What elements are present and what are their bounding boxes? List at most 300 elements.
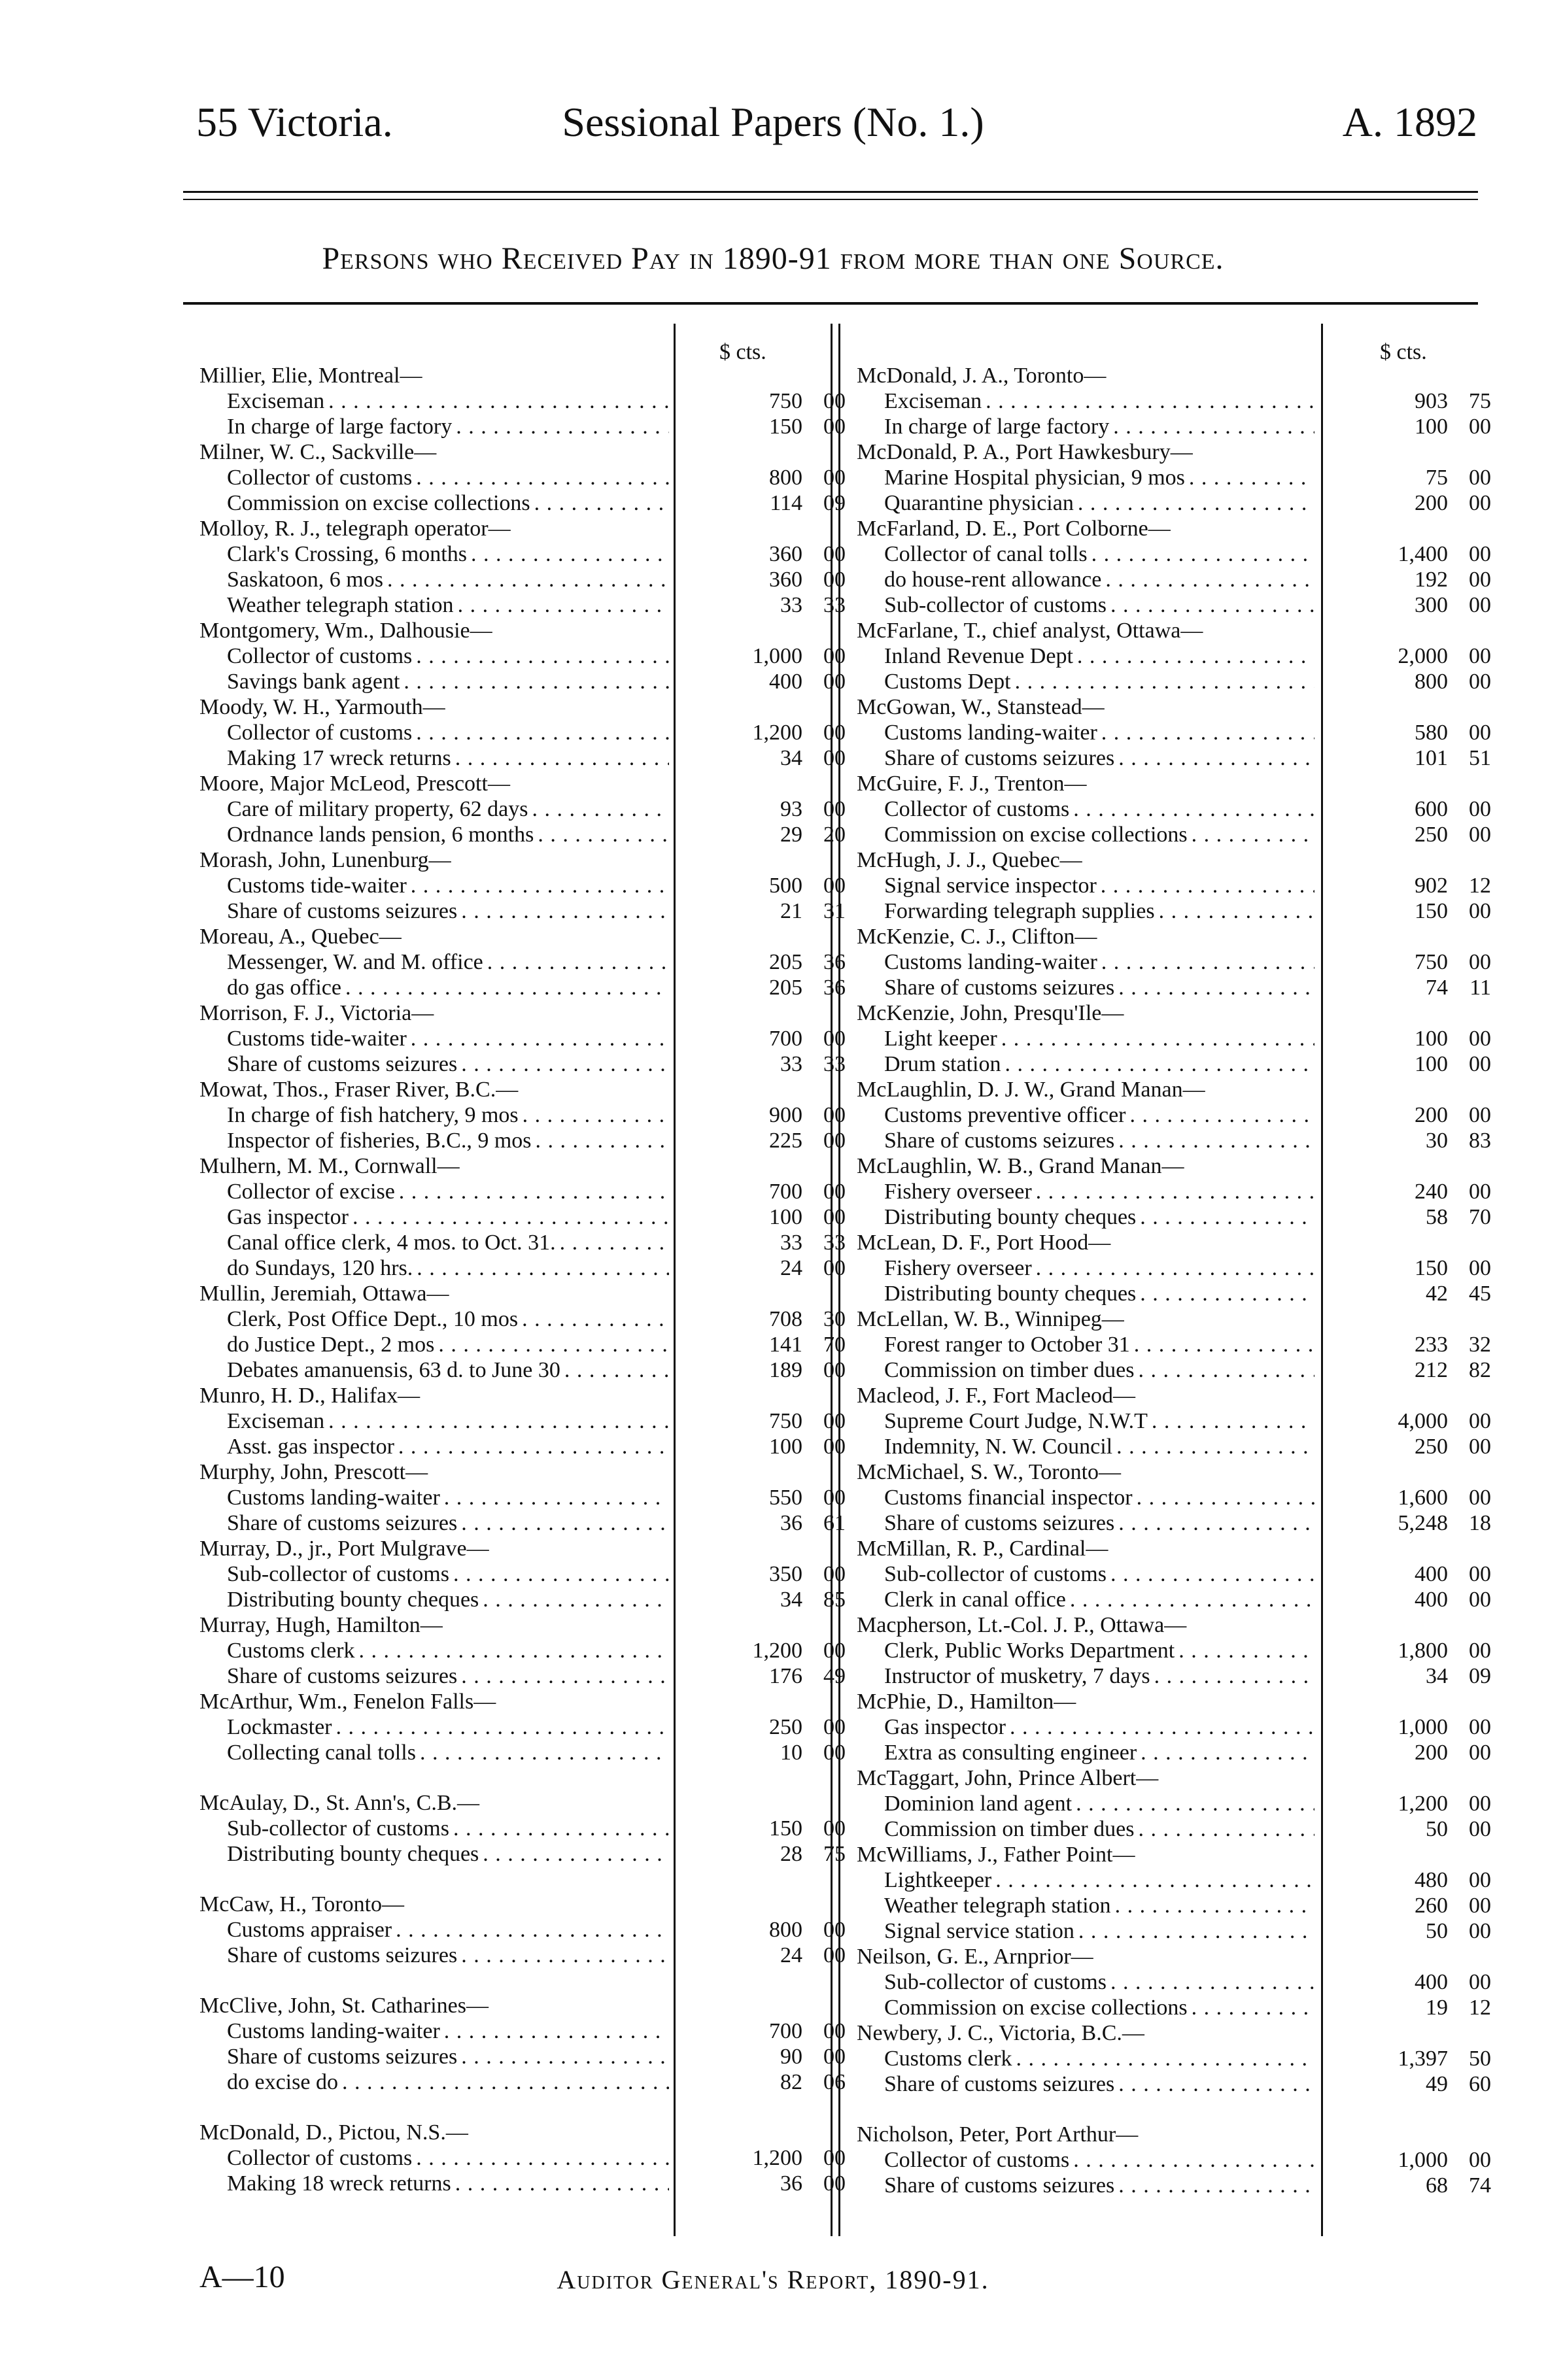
payment-item <box>199 745 669 771</box>
amount-cents: 00 <box>823 2045 846 2069</box>
payment-item <box>857 1102 1314 1128</box>
payment-amount <box>708 414 846 439</box>
payment-item <box>199 2171 669 2196</box>
payee-entry <box>199 1892 846 1968</box>
payment-amount <box>708 1230 846 1255</box>
amount-cents: 00 <box>1469 1817 1491 1841</box>
amount-cents: 00 <box>1469 466 1491 490</box>
payment-item <box>857 745 1314 771</box>
payee-entry <box>857 1765 1491 1842</box>
amount-dollars: 800 <box>769 466 802 490</box>
payment-description: Clerk, Post Office Dept., 10 mos <box>227 1307 519 1331</box>
payment-row <box>199 388 846 414</box>
payment-amount <box>708 1663 846 1689</box>
payment-description: Customs landing-waiter <box>884 950 1097 974</box>
amount-cents: 00 <box>1469 1792 1491 1816</box>
payment-description: Drum station <box>884 1052 1001 1076</box>
payment-amount <box>708 822 846 847</box>
amount-dollars: 150 <box>1415 899 1448 923</box>
leader-dots <box>1078 490 1314 516</box>
header-year: A. 1892 <box>1342 99 1477 145</box>
payee-entry <box>199 618 846 694</box>
payment-description: do gas office <box>227 976 341 1000</box>
amount-cents: 00 <box>823 1103 846 1127</box>
payment-item <box>199 1357 669 1383</box>
payment-description: Fishery overseer <box>884 1256 1032 1280</box>
right-column <box>857 363 1491 2198</box>
payment-amount <box>1354 1867 1491 1893</box>
payment-amount <box>1354 720 1491 745</box>
payment-row <box>199 1230 846 1255</box>
leader-dots <box>417 1255 669 1281</box>
leader-dots <box>461 1663 669 1689</box>
payment-item <box>199 1408 669 1434</box>
leader-dots <box>1118 1128 1314 1153</box>
amount-dollars: 700 <box>769 2019 802 2043</box>
payment-amount <box>708 1026 846 1051</box>
payment-description: Collector of excise <box>227 1180 395 1204</box>
amount-cents: 85 <box>823 1588 846 1612</box>
payment-description: Distributing bounty cheques <box>884 1282 1137 1306</box>
amount-dollars: 350 <box>769 1562 802 1586</box>
payment-row <box>857 822 1491 847</box>
leader-dots <box>1101 873 1314 898</box>
amount-cents: 00 <box>823 389 846 413</box>
payment-amount <box>1354 1638 1491 1663</box>
payment-amount <box>708 898 846 924</box>
amount-cents: 18 <box>1469 1511 1491 1535</box>
payment-item <box>857 669 1314 694</box>
payment-item <box>199 592 669 618</box>
leader-dots <box>1110 1561 1314 1587</box>
leader-dots <box>1118 2071 1314 2097</box>
payment-description: Distributing bounty cheques <box>884 1205 1137 1229</box>
amount-dollars: 21 <box>780 899 802 923</box>
amount-dollars: 700 <box>769 1180 802 1204</box>
amount-dollars: 250 <box>769 1715 802 1739</box>
payee-entry <box>857 2122 1491 2198</box>
payment-description: Commission on excise collections <box>884 1996 1188 2020</box>
payment-item <box>857 1714 1314 1740</box>
payment-row <box>857 1995 1491 2020</box>
payment-row <box>857 949 1491 975</box>
payment-row <box>199 822 846 847</box>
payment-description: Clerk in canal office <box>884 1588 1066 1612</box>
leader-dots <box>522 1306 669 1332</box>
payee-name: McCaw, H., Toronto— <box>199 1892 405 1916</box>
amount-cents: 00 <box>823 874 846 898</box>
amount-dollars: 480 <box>1415 1868 1448 1892</box>
amount-dollars: 1,200 <box>752 2146 802 2170</box>
entry-gap <box>199 1765 669 1790</box>
amount-cents: 00 <box>823 1918 846 1942</box>
amount-cents: 00 <box>1469 1052 1491 1076</box>
payee-entry <box>857 516 1491 618</box>
payment-amount <box>708 1841 846 1867</box>
payment-amount <box>1354 1102 1491 1128</box>
amount-dollars: 800 <box>769 1918 802 1942</box>
payment-amount <box>708 1561 846 1587</box>
amount-cents: 00 <box>1469 1409 1491 1433</box>
payment-row <box>199 1943 846 1968</box>
amount-dollars: 34 <box>780 1588 802 1612</box>
leader-dots <box>1005 1051 1314 1077</box>
payment-description: Share of customs seizures <box>227 1664 458 1688</box>
payment-amount <box>1354 1204 1491 1230</box>
payment-amount <box>1354 1969 1491 1995</box>
amount-cents: 00 <box>1469 1435 1491 1459</box>
payment-description: Share of customs seizures <box>227 899 458 923</box>
payment-item <box>199 541 669 567</box>
amount-cents: 00 <box>1469 568 1491 592</box>
amount-cents: 00 <box>823 1409 846 1433</box>
payment-amount <box>708 2018 846 2044</box>
amount-cents: 00 <box>823 1027 846 1051</box>
amount-dollars: 233 <box>1415 1333 1448 1357</box>
payment-amount <box>708 1204 846 1230</box>
payment-description: Canal office clerk, 4 mos. to Oct. 31. <box>227 1231 556 1255</box>
payment-amount <box>708 796 846 822</box>
payment-description: Collector of customs <box>884 2148 1070 2172</box>
payee-entry <box>857 924 1491 1000</box>
amount-dollars: 33 <box>780 593 802 617</box>
payment-item <box>199 1561 669 1587</box>
leader-dots <box>995 1867 1314 1893</box>
payment-row <box>857 1867 1491 1893</box>
payment-amount <box>1354 898 1491 924</box>
leader-dots <box>453 1816 669 1841</box>
payee-name: Munro, H. D., Halifax— <box>199 1384 421 1408</box>
payment-item <box>857 873 1314 898</box>
payee-name: McHugh, J. J., Quebec— <box>857 848 1082 872</box>
amount-cents: 32 <box>1469 1333 1491 1357</box>
payment-item <box>857 1357 1314 1383</box>
payment-description: Ordnance lands pension, 6 months <box>227 823 534 847</box>
leader-dots <box>1113 414 1314 439</box>
payment-item <box>857 1740 1314 1765</box>
payment-row <box>857 1740 1491 1765</box>
payment-item <box>857 1179 1314 1204</box>
amount-dollars: 250 <box>1415 1435 1448 1459</box>
payment-amount <box>1354 975 1491 1000</box>
leader-dots <box>560 1230 669 1255</box>
payee-name: McFarland, D. E., Port Colborne— <box>857 517 1171 541</box>
payment-amount <box>1354 1740 1491 1765</box>
payment-row <box>857 1893 1491 1918</box>
amount-cents: 00 <box>1469 2148 1491 2172</box>
payment-amount <box>708 720 846 745</box>
header-rule-top <box>183 191 1478 193</box>
payment-row <box>857 1204 1491 1230</box>
payment-item <box>199 567 669 592</box>
payment-amount <box>1354 1128 1491 1153</box>
leader-dots <box>416 465 669 490</box>
payment-amount <box>1354 643 1491 669</box>
payment-description: Supreme Court Judge, N.W.T <box>884 1409 1148 1433</box>
amount-dollars: 141 <box>769 1333 802 1357</box>
payment-row <box>199 669 846 694</box>
leader-dots <box>1192 822 1314 847</box>
leader-dots <box>416 2145 669 2171</box>
title-rule <box>183 302 1478 305</box>
amount-dollars: 550 <box>769 1486 802 1510</box>
payment-amount <box>1354 388 1491 414</box>
payment-row <box>857 388 1491 414</box>
payment-item <box>857 1332 1314 1357</box>
amount-dollars: 192 <box>1415 568 1448 592</box>
payment-row <box>857 592 1491 618</box>
leader-dots <box>328 388 669 414</box>
leader-dots <box>416 643 669 669</box>
payment-amount <box>708 1485 846 1510</box>
payment-description: Share of customs seizures <box>884 1511 1115 1535</box>
payment-description: Collector of customs <box>227 721 413 745</box>
leader-dots <box>444 2018 669 2044</box>
payment-row <box>199 2018 846 2044</box>
payment-row <box>199 1841 846 1867</box>
amount-cents: 31 <box>823 899 846 923</box>
amount-cents: 00 <box>1469 1180 1491 1204</box>
payment-description: Extra as consulting engineer <box>884 1741 1137 1765</box>
amount-cents: 00 <box>823 797 846 821</box>
payment-row <box>199 1434 846 1459</box>
payment-description: Sub-collector of customs <box>227 1816 449 1841</box>
amount-dollars: 240 <box>1415 1180 1448 1204</box>
payment-item <box>857 2147 1314 2173</box>
payment-item <box>199 1917 669 1943</box>
leader-dots <box>483 1587 669 1612</box>
payee-entry <box>199 1077 846 1153</box>
payment-amount <box>1354 2071 1491 2097</box>
payment-amount <box>1354 567 1491 592</box>
payment-item <box>857 1408 1314 1434</box>
amount-header-right: $ cts. <box>1380 340 1427 364</box>
amount-dollars: 24 <box>780 1943 802 1967</box>
payee-entry <box>857 1944 1491 2020</box>
payment-item <box>199 1943 669 1968</box>
amount-dollars: 36 <box>780 2171 802 2196</box>
header-sessional-papers: Sessional Papers (No. 1.) <box>562 99 984 145</box>
payment-row <box>199 1357 846 1383</box>
amount-dollars: 360 <box>769 568 802 592</box>
payment-row <box>857 1663 1491 1689</box>
payment-description: Customs Dept <box>884 670 1011 694</box>
payment-row <box>857 1969 1491 1995</box>
amount-dollars: 200 <box>1415 1103 1448 1127</box>
payment-row <box>199 949 846 975</box>
payment-amount <box>708 1179 846 1204</box>
payment-item <box>199 796 669 822</box>
payee-entry <box>857 771 1491 847</box>
amount-cents: 00 <box>823 1358 846 1382</box>
payee-entry <box>199 1993 846 2095</box>
payee-name: McMillan, R. P., Cardinal— <box>857 1537 1108 1561</box>
payee-name: McLaughlin, W. B., Grand Manan— <box>857 1154 1184 1178</box>
payee-entry <box>857 1153 1491 1230</box>
amount-dollars: 902 <box>1415 874 1448 898</box>
amount-dollars: 19 <box>1426 1996 1448 2020</box>
payment-amount <box>1354 1561 1491 1587</box>
entry-gap <box>199 2095 669 2120</box>
leader-dots <box>358 1638 669 1663</box>
payment-row <box>199 1740 846 1765</box>
payment-amount <box>1354 2147 1491 2173</box>
entry-gap <box>199 1968 669 1993</box>
payment-row <box>199 2069 846 2095</box>
payment-item <box>199 2069 669 2095</box>
leader-dots <box>444 1485 669 1510</box>
payee-entry <box>857 363 1491 439</box>
payment-item <box>199 643 669 669</box>
amount-dollars: 200 <box>1415 491 1448 515</box>
payment-amount <box>708 975 846 1000</box>
payment-row <box>857 541 1491 567</box>
payment-description: Commission on timber dues <box>884 1817 1135 1841</box>
payment-row <box>199 592 846 618</box>
amount-dollars: 100 <box>1415 1027 1448 1051</box>
amount-dollars: 400 <box>1415 1970 1448 1994</box>
amount-dollars: 900 <box>769 1103 802 1127</box>
amount-dollars: 700 <box>769 1027 802 1051</box>
amount-cents: 00 <box>823 1943 846 1967</box>
amount-cents: 00 <box>1469 1715 1491 1739</box>
amount-dollars: 300 <box>1415 593 1448 617</box>
payment-amount <box>1354 465 1491 490</box>
left-column <box>199 363 846 2196</box>
payment-amount <box>1354 822 1491 847</box>
payment-amount <box>1354 1918 1491 1944</box>
column-divider-right-amount <box>1321 324 1323 2236</box>
payment-description: Sub-collector of customs <box>884 1562 1107 1586</box>
amount-cents: 00 <box>1469 1970 1491 1994</box>
payment-description: Instructor of musketry, 7 days <box>884 1664 1150 1688</box>
payment-amount <box>1354 1663 1491 1689</box>
payment-row <box>857 1281 1491 1306</box>
leader-dots <box>534 490 669 516</box>
amount-cents: 00 <box>823 1129 846 1153</box>
payee-entry <box>857 1077 1491 1153</box>
payment-description: Customs tide-waiter <box>227 1027 407 1051</box>
payee-name: McPhie, D., Hamilton— <box>857 1690 1076 1714</box>
leader-dots <box>399 1179 669 1204</box>
leader-dots <box>1140 1281 1314 1306</box>
payment-item <box>857 1204 1314 1230</box>
payment-row <box>857 567 1491 592</box>
payment-item <box>857 2173 1314 2198</box>
leader-dots <box>1192 1995 1314 2020</box>
payment-description: Signal service inspector <box>884 874 1097 898</box>
leader-dots <box>456 414 669 439</box>
payment-amount <box>708 1408 846 1434</box>
leader-dots <box>1118 745 1314 771</box>
amount-cents: 11 <box>1469 976 1491 1000</box>
payment-item <box>199 1128 669 1153</box>
payment-description: Saskatoon, 6 mos <box>227 568 383 592</box>
payment-description: Distributing bounty cheques <box>227 1842 479 1866</box>
amount-cents: 00 <box>1469 415 1491 439</box>
payment-row <box>199 873 846 898</box>
amount-cents: 00 <box>823 670 846 694</box>
payment-row <box>199 745 846 771</box>
payment-item <box>857 1638 1314 1663</box>
amount-dollars: 580 <box>1415 721 1448 745</box>
payee-entry <box>857 618 1491 694</box>
amount-dollars: 400 <box>1415 1562 1448 1586</box>
amount-cents: 60 <box>1469 2072 1491 2096</box>
payment-amount <box>708 1102 846 1128</box>
payment-row <box>857 1102 1491 1128</box>
payee-entry <box>857 2020 1491 2097</box>
payment-description: In charge of large factory <box>227 415 453 439</box>
payment-row <box>857 1179 1491 1204</box>
amount-dollars: 42 <box>1426 1282 1448 1306</box>
amount-cents: 00 <box>1469 1919 1491 1943</box>
leader-dots <box>438 1332 669 1357</box>
payee-entry <box>199 771 846 847</box>
amount-dollars: 68 <box>1426 2173 1448 2198</box>
payment-item <box>199 1204 669 1230</box>
leader-dots <box>1116 1434 1314 1459</box>
payment-amount <box>708 669 846 694</box>
payment-row <box>857 873 1491 898</box>
payee-name: Moore, Major McLeod, Prescott— <box>199 772 510 796</box>
amount-cents: 00 <box>823 1256 846 1280</box>
leader-dots <box>1010 1714 1314 1740</box>
payee-entry <box>857 439 1491 516</box>
amount-dollars: 200 <box>1415 1741 1448 1765</box>
payment-row <box>199 1816 846 1841</box>
leader-dots <box>1015 669 1314 694</box>
payment-item <box>199 1587 669 1612</box>
payment-row <box>199 898 846 924</box>
payee-entry <box>857 1230 1491 1306</box>
payment-row <box>199 720 846 745</box>
leader-dots <box>483 1841 669 1867</box>
leader-dots <box>411 873 669 898</box>
payment-item <box>199 414 669 439</box>
payment-amount <box>708 745 846 771</box>
amount-dollars: 100 <box>769 1205 802 1229</box>
payment-amount <box>1354 1357 1491 1383</box>
leader-dots <box>1036 1255 1314 1281</box>
payment-amount <box>1354 490 1491 516</box>
payment-description: Gas inspector <box>884 1715 1006 1739</box>
payee-entry <box>199 2120 846 2196</box>
payment-item <box>857 975 1314 1000</box>
payment-row <box>857 465 1491 490</box>
payment-description: Customs clerk <box>884 2047 1012 2071</box>
payment-row <box>857 643 1491 669</box>
payee-entry <box>857 1536 1491 1612</box>
amount-header-left: $ cts. <box>719 340 766 364</box>
payee-name: Millier, Elie, Montreal— <box>199 364 422 388</box>
payee-entry <box>857 1612 1491 1689</box>
amount-cents: 00 <box>1469 823 1491 847</box>
amount-cents: 06 <box>823 2070 846 2094</box>
payment-description: Inland Revenue Dept <box>884 644 1073 668</box>
amount-dollars: 36 <box>780 1511 802 1535</box>
payment-description: Share of customs seizures <box>227 1943 458 1967</box>
payee-name: Mowat, Thos., Fraser River, B.C.— <box>199 1078 519 1102</box>
payment-description: Lightkeeper <box>884 1868 992 1892</box>
payment-amount <box>1354 1434 1491 1459</box>
payment-item <box>857 541 1314 567</box>
payment-row <box>199 2171 846 2196</box>
payment-item <box>199 1816 669 1841</box>
payment-item <box>199 2044 669 2069</box>
amount-dollars: 708 <box>769 1307 802 1331</box>
payment-item <box>857 567 1314 592</box>
